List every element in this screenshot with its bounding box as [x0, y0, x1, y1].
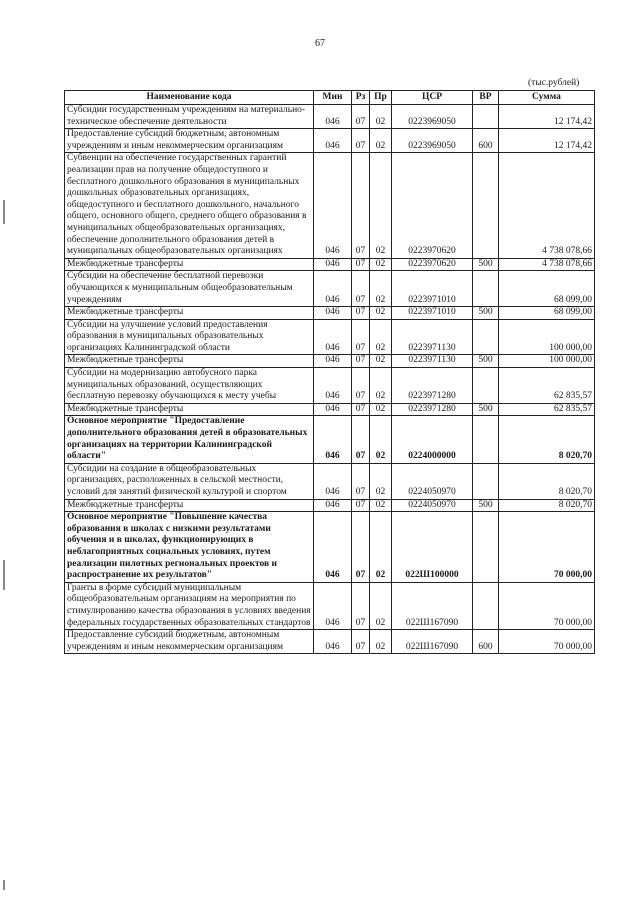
cell-sum: 70 000,00 — [499, 582, 595, 629]
cell-vr — [473, 368, 499, 404]
cell-rz: 07 — [352, 307, 370, 320]
cell-rz: 07 — [352, 258, 370, 271]
scan-mark — [3, 200, 5, 224]
cell-sum: 12 174,42 — [499, 129, 595, 153]
header-pr: Пр — [370, 91, 392, 105]
table-row — [65, 368, 595, 404]
cell-vr — [473, 416, 499, 463]
cell-rz: 07 — [352, 355, 370, 368]
table-row — [65, 630, 595, 654]
table-row — [65, 512, 595, 583]
cell-name: Межбюджетные трансферты — [65, 499, 314, 512]
cell-name: Основное мероприятие "Предоставление дополнительного образования детей в образовательных организациях на территории Калининградской области" — [65, 416, 314, 463]
cell-name: Субсидии на создание в общеобразовательных организациях, расположенных в сельской местности, условий для занятий физической культурой и спортом — [65, 463, 314, 499]
cell-vr — [473, 463, 499, 499]
table-row — [65, 153, 595, 258]
cell-min: 046 — [314, 463, 352, 499]
cell-name: Субвенции на обеспечение государственных гарантий реализации прав на получение общедоступного и бесплатного дошкольного образования в муниципальных дошкольных образовательных организациях, общедоступного и бесплатного дошкольного, начального общего, основного общего, среднего общего образования в муниципальных общеобразовательных организациях, обеспечение дополнительного образования детей в муниципальных общеобразовательных организациях — [65, 153, 314, 258]
cell-csr: 0223970620 — [392, 258, 473, 271]
cell-pr: 02 — [370, 416, 392, 463]
cell-pr: 02 — [370, 355, 392, 368]
cell-name: Межбюджетные трансферты — [65, 403, 314, 416]
cell-min: 046 — [314, 105, 352, 129]
cell-rz: 07 — [352, 153, 370, 258]
cell-min: 046 — [314, 512, 352, 583]
cell-rz: 07 — [352, 271, 370, 307]
cell-min: 046 — [314, 499, 352, 512]
cell-name: Межбюджетные трансферты — [65, 355, 314, 368]
cell-vr: 500 — [473, 355, 499, 368]
table-row — [65, 319, 595, 355]
cell-csr: 0224000000 — [392, 416, 473, 463]
cell-sum: 8 020,70 — [499, 463, 595, 499]
cell-sum: 8 020,70 — [499, 416, 595, 463]
scan-mark — [3, 560, 5, 590]
cell-vr: 500 — [473, 258, 499, 271]
cell-vr: 500 — [473, 403, 499, 416]
cell-pr: 02 — [370, 512, 392, 583]
cell-min: 046 — [314, 307, 352, 320]
table-row — [65, 355, 595, 368]
table-row — [65, 403, 595, 416]
cell-name: Предоставление субсидий бюджетным, автономным учреждениям и иным некоммерческим организациям — [65, 630, 314, 654]
cell-sum: 68 099,00 — [499, 307, 595, 320]
cell-rz: 07 — [352, 403, 370, 416]
table-row — [65, 271, 595, 307]
cell-rz: 07 — [352, 416, 370, 463]
cell-csr: 0223971130 — [392, 319, 473, 355]
cell-vr — [473, 512, 499, 583]
cell-vr: 500 — [473, 307, 499, 320]
table-row — [65, 307, 595, 320]
cell-pr: 02 — [370, 463, 392, 499]
header-rz: Рз — [352, 91, 370, 105]
cell-rz: 07 — [352, 512, 370, 583]
cell-rz: 07 — [352, 129, 370, 153]
cell-csr: 0224050970 — [392, 463, 473, 499]
header-vr: ВР — [473, 91, 499, 105]
cell-csr: 022Ш100000 — [392, 512, 473, 583]
table-row — [65, 499, 595, 512]
cell-pr: 02 — [370, 271, 392, 307]
cell-pr: 02 — [370, 258, 392, 271]
cell-min: 046 — [314, 630, 352, 654]
table-header-row — [65, 91, 595, 105]
cell-min: 046 — [314, 258, 352, 271]
cell-rz: 07 — [352, 630, 370, 654]
cell-name: Субсидии на модернизацию автобусного парка муниципальных образований, осуществляющих бесплатную перевозку обучающихся к месту учебы — [65, 368, 314, 404]
cell-sum: 100 000,00 — [499, 319, 595, 355]
cell-vr — [473, 105, 499, 129]
cell-sum: 62 835,57 — [499, 403, 595, 416]
cell-csr: 022Ш167090 — [392, 582, 473, 629]
cell-csr: 0223970620 — [392, 153, 473, 258]
header-min: Мин — [314, 91, 352, 105]
cell-name: Межбюджетные трансферты — [65, 307, 314, 320]
cell-pr: 02 — [370, 153, 392, 258]
cell-rz: 07 — [352, 463, 370, 499]
header-csr: ЦСР — [392, 91, 473, 105]
table-row — [65, 129, 595, 153]
budget-table — [64, 90, 595, 654]
cell-min: 046 — [314, 271, 352, 307]
cell-name: Субсидии на улучшение условий предоставления образования в муниципальных образовательных организациях Калининградской области — [65, 319, 314, 355]
cell-csr: 0223971010 — [392, 307, 473, 320]
scan-mark — [3, 880, 5, 890]
cell-vr: 500 — [473, 499, 499, 512]
cell-vr — [473, 271, 499, 307]
cell-sum: 4 738 078,66 — [499, 153, 595, 258]
table-row — [65, 582, 595, 629]
table-row — [65, 258, 595, 271]
cell-min: 046 — [314, 153, 352, 258]
cell-csr: 0223971130 — [392, 355, 473, 368]
cell-csr: 0223969050 — [392, 105, 473, 129]
cell-min: 046 — [314, 582, 352, 629]
cell-min: 046 — [314, 319, 352, 355]
cell-name: Предоставление субсидий бюджетным, автономным учреждениям и иным некоммерческим организациям — [65, 129, 314, 153]
cell-min: 046 — [314, 355, 352, 368]
cell-pr: 02 — [370, 319, 392, 355]
cell-rz: 07 — [352, 582, 370, 629]
cell-pr: 02 — [370, 403, 392, 416]
table-row — [65, 463, 595, 499]
cell-sum: 70 000,00 — [499, 512, 595, 583]
cell-vr — [473, 153, 499, 258]
cell-sum: 62 835,57 — [499, 368, 595, 404]
cell-pr: 02 — [370, 307, 392, 320]
cell-vr — [473, 582, 499, 629]
cell-csr: 0224050970 — [392, 499, 473, 512]
page-number: 67 — [315, 38, 325, 49]
cell-pr: 02 — [370, 582, 392, 629]
units-label: (тыс.рублей) — [528, 78, 580, 88]
cell-vr: 600 — [473, 129, 499, 153]
cell-pr: 02 — [370, 105, 392, 129]
cell-csr: 0223969050 — [392, 129, 473, 153]
cell-csr: 022Ш167090 — [392, 630, 473, 654]
cell-pr: 02 — [370, 129, 392, 153]
cell-rz: 07 — [352, 499, 370, 512]
cell-sum: 4 738 078,66 — [499, 258, 595, 271]
cell-sum: 100 000,00 — [499, 355, 595, 368]
cell-min: 046 — [314, 368, 352, 404]
cell-sum: 12 174,42 — [499, 105, 595, 129]
cell-name: Межбюджетные трансферты — [65, 258, 314, 271]
cell-pr: 02 — [370, 499, 392, 512]
cell-csr: 0223971280 — [392, 368, 473, 404]
cell-name: Гранты в форме субсидий муниципальным общеобразовательным организациям на мероприятия по стимулированию качества образования в условиях введения федеральных государственных образовательных стандартов — [65, 582, 314, 629]
cell-min: 046 — [314, 416, 352, 463]
cell-min: 046 — [314, 403, 352, 416]
cell-sum: 70 000,00 — [499, 630, 595, 654]
cell-vr — [473, 319, 499, 355]
cell-name: Субсидии государственным учреждениям на материально-техническое обеспечение деятельности — [65, 105, 314, 129]
cell-rz: 07 — [352, 368, 370, 404]
cell-rz: 07 — [352, 319, 370, 355]
table-row — [65, 105, 595, 129]
table-body — [65, 105, 595, 654]
cell-csr: 0223971010 — [392, 271, 473, 307]
cell-name: Субсидии на обеспечение бесплатной перевозки обучающихся к муниципальным общеобразовательным учреждениям — [65, 271, 314, 307]
cell-sum: 68 099,00 — [499, 271, 595, 307]
header-name: Наименование кода — [65, 91, 314, 105]
cell-min: 046 — [314, 129, 352, 153]
header-sum: Сумма — [499, 91, 595, 105]
cell-vr: 600 — [473, 630, 499, 654]
cell-rz: 07 — [352, 105, 370, 129]
cell-sum: 8 020,70 — [499, 499, 595, 512]
cell-csr: 0223971280 — [392, 403, 473, 416]
cell-name: Основное мероприятие "Повышение качества образования в школах с низкими результатами обучения и в школах, функционирующих в неблагоприятных социальных условиях, путем реализации пилотных региональных проектов и распространение их результатов" — [65, 512, 314, 583]
cell-pr: 02 — [370, 630, 392, 654]
cell-pr: 02 — [370, 368, 392, 404]
table-row — [65, 416, 595, 463]
